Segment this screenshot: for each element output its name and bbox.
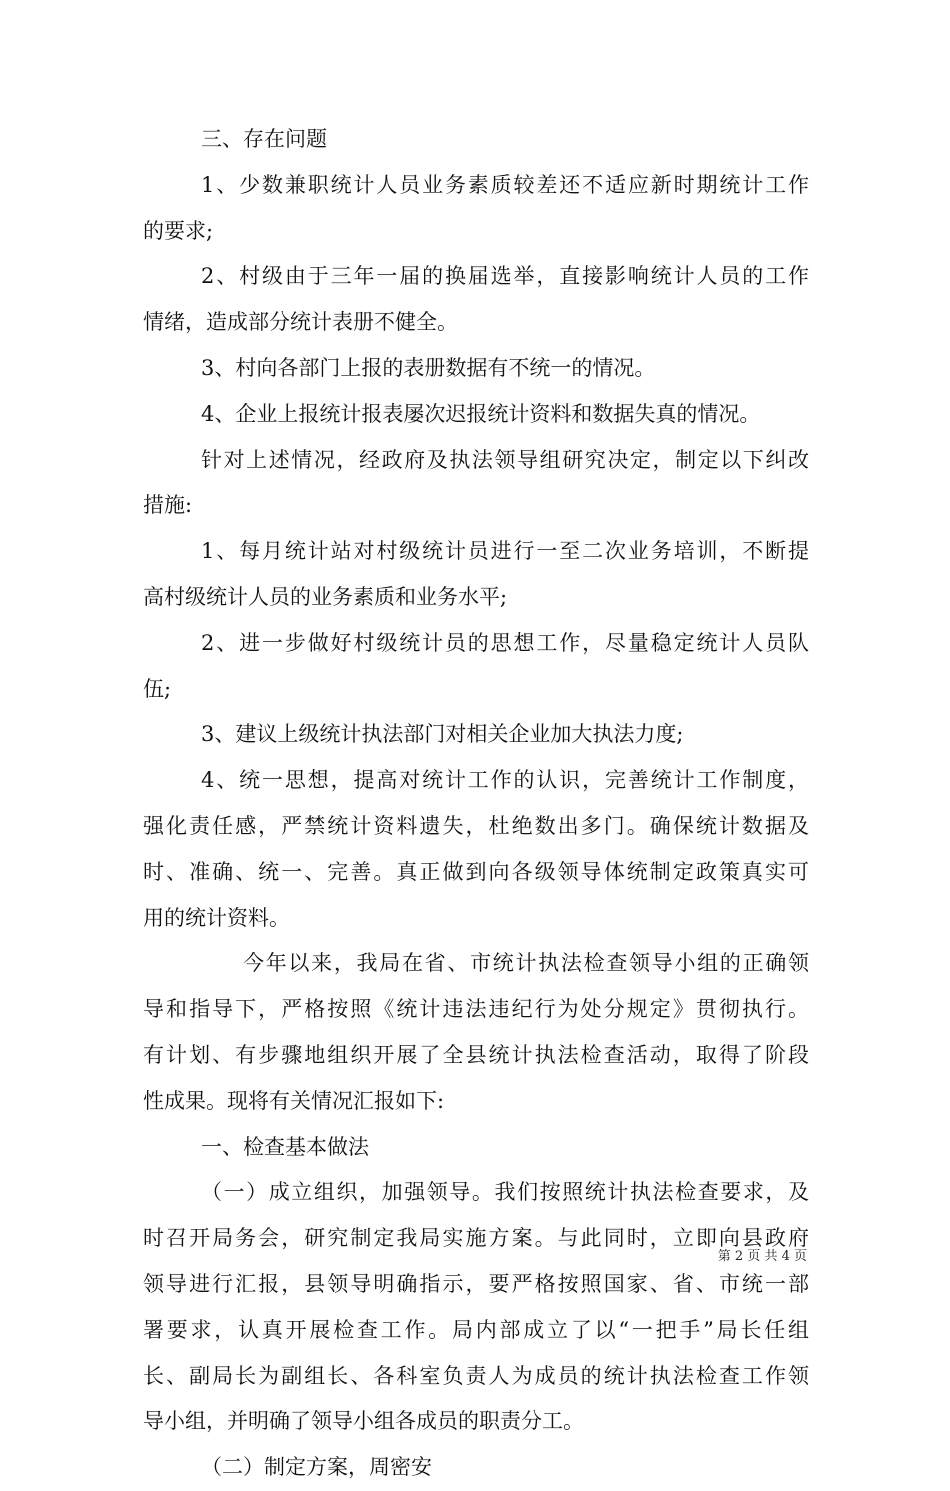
text-line: 领导进行汇报，县领导明确指示，要严格按照国家、省、市统一部 (143, 1271, 809, 1296)
text-line: 有计划、有步骤地组织开展了全县统计执法检查活动，取得了阶段 (143, 1042, 809, 1067)
text-line: 1、每月统计站对村级统计员进行一至二次业务培训，不断提 (201, 539, 809, 564)
text-line: 伍; (143, 676, 172, 701)
text-line: 4、企业上报统计报表屡次迟报统计资料和数据失真的情况。 (201, 401, 761, 426)
page-number: 第 2 页 共 4 页 (717, 1249, 807, 1264)
text-line: （二）制定方案，周密安 (201, 1455, 432, 1480)
text-line: 性成果。现将有关情况汇报如下: (143, 1088, 445, 1113)
text-line: 署要求，认真开展检查工作。局内部成立了以“一把手”局长任组 (143, 1317, 809, 1342)
text-line: 强化责任感，严禁统计资料遗失，杜绝数出多门。确保统计数据及 (143, 813, 809, 838)
text-line: 三、存在问题 (201, 127, 327, 151)
text-line: 针对上述情况，经政府及执法领导组研究决定，制定以下纠改 (201, 447, 809, 472)
text-line: 2、村级由于三年一届的换届选举，直接影响统计人员的工作 (201, 264, 809, 289)
text-line: 高村级统计人员的业务素质和业务水平; (143, 584, 508, 609)
text-line: 长、副局长为副组长、各科室负责人为成员的统计执法检查工作领 (143, 1363, 809, 1388)
text-line: 的要求; (143, 218, 214, 243)
text-line: 2、进一步做好村级统计员的思想工作，尽量稳定统计人员队 (201, 630, 809, 655)
text-line: 导小组，并明确了领导小组各成员的职责分工。 (143, 1409, 584, 1434)
text-line: （一）成立组织，加强领导。我们按照统计执法检查要求，及 (201, 1180, 809, 1205)
text-line: 3、建议上级统计执法部门对相关企业加大执法力度; (201, 722, 684, 747)
text-line: 用的统计资料。 (143, 905, 290, 930)
text-line: 情绪，造成部分统计表册不健全。 (143, 310, 458, 335)
text-line: 导和指导下，严格按照《统计违法违纪行为处分规定》贯彻执行。 (143, 997, 809, 1022)
text-line: 4、统一思想，提高对统计工作的认识，完善统计工作制度， (201, 768, 809, 793)
text-line: 时召开局务会，研究制定我局实施方案。与此同时，立即向县政府 (143, 1226, 809, 1251)
text-line: 3、村向各部门上报的表册数据有不统一的情况。 (201, 355, 656, 380)
text-line: 一、检查基本做法 (201, 1134, 369, 1159)
document-body (143, 117, 809, 1491)
text-line: 1、少数兼职统计人员业务素质较差还不适应新时期统计工作 (201, 172, 809, 197)
text-line: 时、准确、统一、完善。真正做到向各级领导体统制定政策真实可 (143, 859, 809, 884)
text-line: 措施: (143, 493, 193, 518)
text-line: 今年以来，我局在省、市统计执法检查领导小组的正确领 (243, 951, 809, 976)
